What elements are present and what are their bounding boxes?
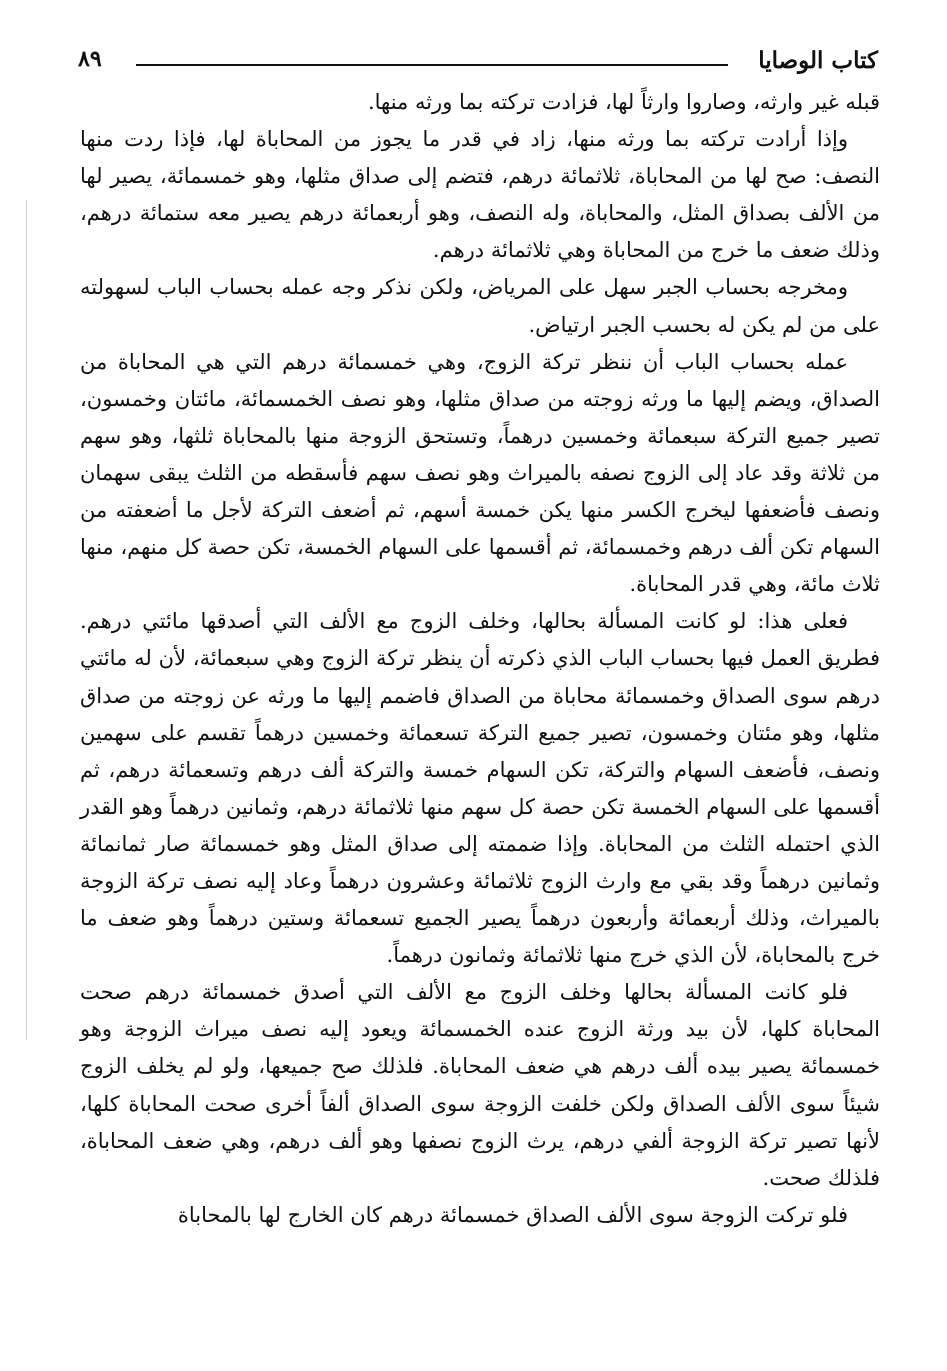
page-number: ٨٩ xyxy=(78,46,102,72)
paragraph: فلو كانت المسألة بحالها وخلف الزوج مع الألف التي أصدق خمسمائة درهم صحت المحاباة كلها، لأن بيد ورثة الزوج عنده الخمسمائة ويعود إليه نصف ميراث الزوجة وهو خمسمائة يصير بيده ألف درهم هي ضعف المحاباة. فلذلك صح جميعها، ولو لم يخلف الزوج شيئاً سوى الألف الصداق ولكن خلفت الزوجة سوى الصداق ألفاً أخرى صحت المحاباة كلها، لأنها تصير تركة الزوجة ألفي درهم، يرث الزوج نصفها وهو ألف درهم، وهي ضعف المحاباة، فلذلك صحت. xyxy=(80,980,880,1190)
header-rule xyxy=(136,64,728,66)
paragraph: فلو تركت الزوجة سوى الألف الصداق خمسمائة درهم كان الخارج لها بالمحاباة xyxy=(177,1202,848,1227)
paragraph: وإذا أرادت تركته بما ورثه منها، زاد في قدر ما يجوز من المحاباة لها، فإذا ردت منها النصف: صح لها من المحاباة، ثلاثمائة درهم، فتضم إلى صداق مثلها، وهو خمسمائة، يصير لها من الألف بصداق المثل، والمحاباة، وله النصف، وهو أربعمائة درهم يصير معه ستمائة درهم، وذلك ضعف ما خرج من المحاباة وهي ثلاثمائة درهم. xyxy=(80,127,880,263)
running-header xyxy=(78,44,878,80)
scan-edge-line xyxy=(26,200,27,1040)
paragraph: قبله غير وارثه، وصاروا وارثاً لها، فزادت تركته بما ورثه منها. xyxy=(367,90,880,114)
book-title: كتاب الوصايا xyxy=(758,47,878,74)
paragraph: فعلى هذا: لو كانت المسألة بحالها، وخلف الزوج مع الألف التي أصدقها مائتي درهم. فطريق العمل فيها بحساب الباب الذي ذكرته أن ينظر تركة الزوج وهي سبعمائة، لأن له مائتي درهم سوى الصداق وخمسمائة محاباة من الصداق فاضمم إليها ما ورثه عن زوجته من صداق مثلها، وهو مئتان وخمسون، تصير جميع التركة تسعمائة وخمسين درهماً تقسم على سهمين ونصف، فأضعف السهام والتركة، تكن السهام خمسة والتركة ألف درهم وتسعمائة درهم، ثم أقسمها على السهام الخمسة تكن حصة كل سهم منها ثلاثمائة درهم، وثمانين درهماً وهو القدر الذي احتمله الثلث من المحاباة. وإذا ضممته إلى صداق المثل وهو خمسمائة صار ثمانمائة وثمانين درهماً وقد بقي مع وارث الزوج ثلاثمائة وعشرون درهماً وعاد إليه نصف تركة الزوجة بالميراث، وذلك أربعمائة وأربعون درهماً يصير الجميع تسعمائة وستين درهماً وهو ضعف ما خرج بالمحاباة، لأن الذي خرج منها ثلاثمائة وثمانون درهماً. xyxy=(80,609,880,968)
paragraph: ومخرجه بحساب الجبر سهل على المرياض، ولكن نذكر وجه عمله بحساب الباب لسهولته على من لم يكن له بحسب الجبر ارتياض. xyxy=(80,275,880,337)
body-text xyxy=(80,84,880,1234)
paragraph: عمله بحساب الباب أن ننظر تركة الزوج، وهي خمسمائة درهم التي هي المحاباة من الصداق، ويضم إليها ما ورثه زوجته من صداق مثلها، وهو نصف الخمسمائة، مائتان وخمسون، تصير جميع التركة سبعمائة وخمسين درهماً، وتستحق الزوجة منها بالمحاباة ثلثها، وهو سهم من ثلاثة وقد عاد إلى الزوج نصفه بالميراث وهو نصف سهم فأسقطه من الثلث يبقى سهمان ونصف فأضعفها ليخرج الكسر منها يكن خمسة أسهم، ثم أضعف التركة لأجل ما أضعفته من السهام تكن ألف درهم وخمسمائة، ثم أقسمها على السهام الخمسة، تكن حصة كل منهم، منها ثلاث مائة، وهي قدر المحاباة. xyxy=(80,349,880,597)
